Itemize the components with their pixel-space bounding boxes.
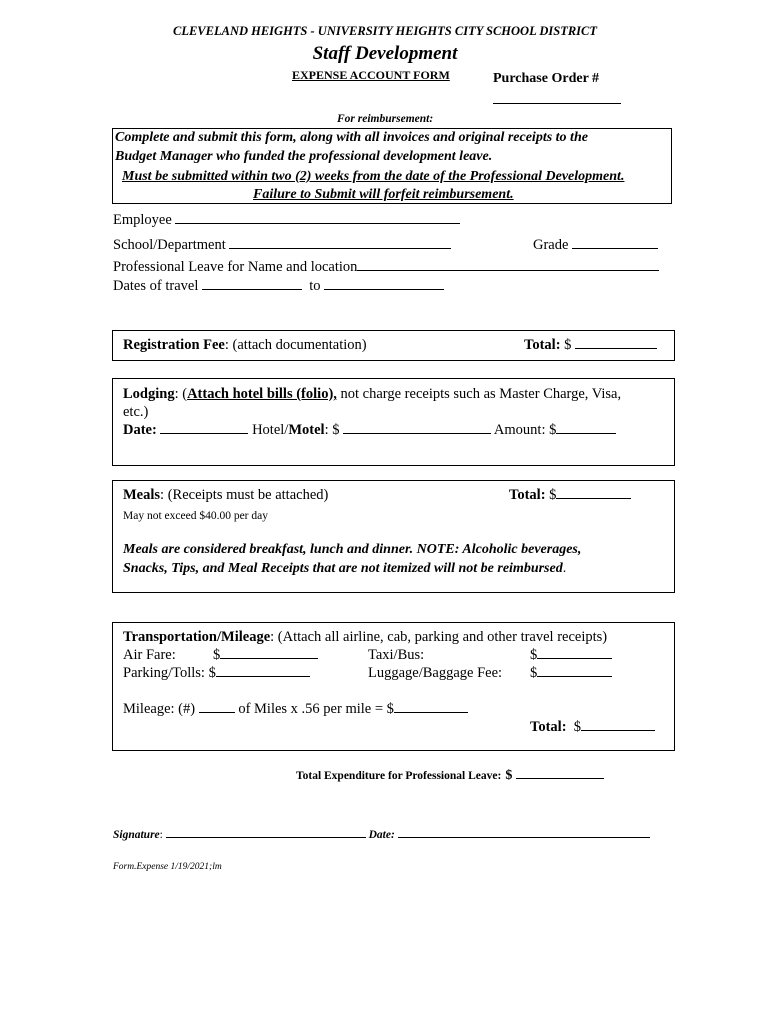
leave-field[interactable]	[357, 269, 659, 271]
grade-field[interactable]	[572, 247, 658, 249]
air-fare-label: Air Fare:	[123, 647, 176, 663]
air-fare-dollar: $	[213, 647, 221, 663]
meals-warning-line-2-row	[123, 561, 566, 577]
meals-note: : (Receipts must be attached)	[160, 487, 329, 503]
instructions-line-2: Budget Manager who funded the professional development leave.	[115, 149, 493, 164]
meals-total-row	[509, 487, 631, 504]
dates-label: Dates of travel	[113, 278, 199, 294]
to-label: to	[309, 278, 321, 294]
registration-total-field[interactable]	[575, 347, 657, 349]
school-field[interactable]	[229, 247, 451, 249]
taxi-field[interactable]	[537, 657, 612, 659]
employee-field[interactable]	[175, 222, 460, 224]
lodging-note-rest: not charge receipts such as Master Charge, Visa,	[336, 386, 622, 402]
registration-label: Registration Fee	[123, 337, 225, 353]
transportation-header-row	[123, 629, 607, 646]
transportation-total-row	[530, 719, 655, 736]
parking-row	[123, 665, 310, 682]
lodging-amount-field[interactable]	[556, 432, 616, 434]
lodging-date-field[interactable]	[160, 432, 248, 434]
district-name: CLEVELAND HEIGHTS - UNIVERSITY HEIGHTS CITY SCHOOL DISTRICT	[172, 24, 598, 38]
meals-warning-period: .	[562, 561, 567, 576]
luggage-label: Luggage/Baggage Fee:	[368, 665, 503, 681]
luggage-dollar: $	[530, 665, 538, 681]
grade-row	[533, 237, 658, 254]
purchase-order-field[interactable]	[493, 103, 621, 104]
school-label: School/Department	[113, 237, 226, 253]
employee-label: Employee	[113, 212, 172, 228]
purchase-order-label: Purchase Order #	[493, 71, 600, 86]
meals-total-field[interactable]	[556, 497, 631, 499]
parking-field[interactable]	[216, 675, 310, 677]
taxi-label: Taxi/Bus:	[368, 647, 425, 663]
transportation-label: Transportation/Mileage	[123, 629, 271, 645]
form-name: EXPENSE ACCOUNT FORM	[292, 68, 450, 82]
registration-total-row	[524, 337, 657, 354]
lodging-motel-label: Motel	[288, 422, 325, 438]
meals-warning-line-1: Meals are considered breakfast, lunch and dinner. NOTE: Alcoholic beverages,	[123, 542, 582, 557]
transportation-total-dollar: $	[573, 719, 582, 735]
signature-row	[113, 829, 650, 841]
lodging-note-etc: etc.)	[123, 404, 149, 420]
date-from-field[interactable]	[202, 288, 302, 290]
registration-dollar: $	[564, 337, 572, 353]
transportation-total-label: Total:	[530, 719, 567, 735]
signature-colon: :	[159, 829, 163, 841]
meals-total-label: Total:	[509, 487, 546, 503]
meals-warning-line-2: Snacks, Tips, and Meal Receipts that are not itemized will not be reimbursed	[123, 561, 563, 576]
meals-limit: May not exceed $40.00 per day	[123, 510, 268, 522]
dates-row	[113, 278, 444, 295]
air-fare-field[interactable]	[220, 657, 318, 659]
date-to-field[interactable]	[324, 288, 444, 290]
mileage-row	[123, 701, 468, 718]
lodging-amount-label: Amount: $	[493, 422, 557, 438]
mileage-prefix: Mileage: (#)	[123, 701, 196, 717]
lodging-date-label: Date:	[123, 422, 157, 438]
registration-row	[123, 337, 367, 354]
total-expenditure-row	[296, 766, 604, 784]
reimbursement-tab-label: For reimbursement:	[337, 113, 434, 125]
form-code: Form.Expense 1/19/2021;lm	[113, 862, 222, 872]
lodging-row-2	[123, 404, 148, 421]
instructions-line-3: Must be submitted within two (2) weeks from the date of the Professional Development.	[122, 169, 625, 184]
mileage-rate: of Miles x .56 per mile = $	[238, 701, 394, 717]
mileage-amount-field[interactable]	[394, 711, 468, 713]
total-expenditure-field[interactable]	[516, 777, 604, 779]
registration-note: : (attach documentation)	[224, 337, 367, 353]
registration-total-label: Total:	[524, 337, 561, 353]
meals-dollar: $	[545, 487, 557, 503]
page-title: Staff Development	[312, 43, 458, 64]
transportation-total-field[interactable]	[581, 729, 655, 731]
signature-date-field[interactable]	[398, 836, 650, 838]
luggage-row	[530, 665, 612, 682]
leave-label: Professional Leave for Name and location	[113, 259, 358, 275]
meals-label: Meals	[123, 487, 161, 503]
meals-row	[123, 487, 328, 504]
signature-date-label: Date:	[368, 829, 395, 841]
lodging-colon: : (	[174, 386, 188, 402]
signature-label: Signature	[113, 829, 160, 841]
lodging-label: Lodging	[123, 386, 175, 402]
leave-row	[113, 259, 659, 276]
lodging-hotel-label: Hotel/	[252, 422, 289, 438]
taxi-row	[530, 647, 612, 664]
luggage-field[interactable]	[537, 675, 612, 677]
lodging-row-3	[123, 422, 616, 439]
employee-row	[113, 212, 460, 229]
instructions-line-1: Complete and submit this form, along with all invoices and original receipts to the	[115, 130, 588, 145]
lodging-hotel-field[interactable]	[343, 432, 491, 434]
school-row	[113, 237, 451, 254]
taxi-dollar: $	[530, 647, 538, 663]
parking-label: Parking/Tolls: $	[123, 665, 216, 681]
total-expenditure-dollar: $	[505, 768, 513, 783]
lodging-attach-note: Attach hotel bills (folio),	[187, 386, 337, 402]
lodging-row-1	[123, 386, 621, 403]
grade-label: Grade	[533, 237, 569, 253]
transportation-note: : (Attach all airline, cab, parking and other travel receipts)	[270, 629, 608, 645]
total-expenditure-label: Total Expenditure for Professional Leave:	[296, 770, 502, 782]
air-fare-row	[213, 647, 318, 664]
lodging-hotel-dollar: : $	[324, 422, 340, 438]
instructions-line-4: Failure to Submit will forfeit reimbursement.	[253, 187, 514, 202]
mileage-count-field[interactable]	[199, 711, 235, 713]
signature-field[interactable]	[166, 836, 366, 838]
